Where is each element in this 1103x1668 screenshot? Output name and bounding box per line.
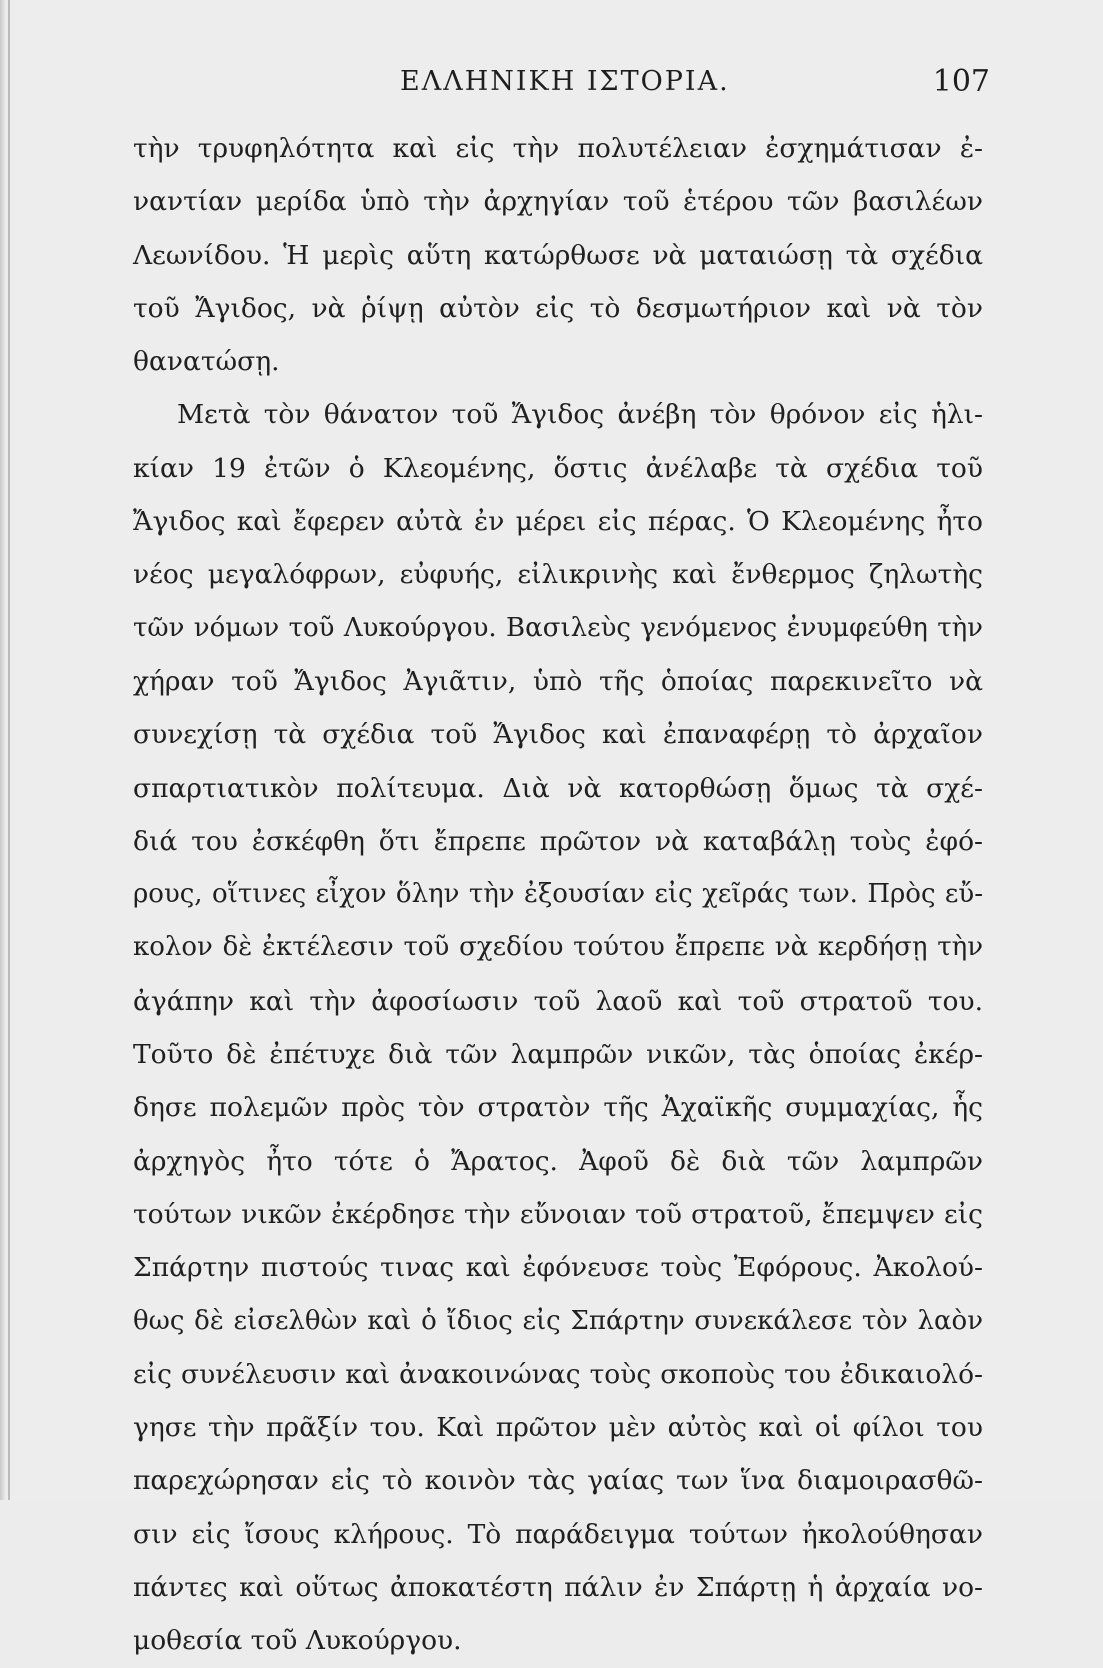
text-line-4: τοῦ Ἄγιδος, νὰ ῥίψῃ αὐτὸν εἰς τὸ δεσμωτήριον καὶ νὰ τὸν bbox=[133, 292, 983, 324]
text-line-10: τῶν νόμων τοῦ Λυκούργου. Βασιλεὺς γενόμενος ἐνυμφεύθη τὴν bbox=[133, 612, 983, 643]
text-line-26: παρεχώρησαν εἰς τὸ κοινὸν τὰς γαίας των ἵνα διαμοιρασθῶ- bbox=[133, 1465, 983, 1497]
text-line-28: πάντες καὶ οὕτως ἀποκατέστη πάλιν ἐν Σπάρτῃ ἡ ἀρχαία νο- bbox=[133, 1572, 983, 1604]
text-line-29: μοθεσία τοῦ Λυκούργου. bbox=[133, 1625, 462, 1657]
text-line-7: κίαν 19 ἐτῶν ὁ Κλεομένης, ὅστις ἀνέλαβε τὰ σχέδια τοῦ bbox=[133, 452, 983, 484]
text-line-20: ἀρχηγὸς ἦτο τότε ὁ Ἄρατος. Ἀφοῦ δὲ διὰ τῶν λαμπρῶν bbox=[133, 1145, 983, 1177]
text-line-1: τὴν τρυφηλότητα καὶ εἰς τὴν πολυτέλειαν ἐσχημάτισαν ἐ- bbox=[133, 133, 983, 164]
body-text bbox=[133, 122, 983, 1668]
text-line-27: σιν εἰς ἴσους κλήρους. Τὸ παράδειγμα τούτων ἠκολούθησαν bbox=[133, 1518, 983, 1550]
text-line-8: Ἄγιδος καὶ ἔφερεν αὐτὰ ἐν μέρει εἰς πέρας. Ὁ Κλεομένης ἦτο bbox=[133, 506, 983, 538]
binding-shadow bbox=[0, 0, 6, 1500]
running-header bbox=[130, 66, 990, 106]
running-title: ΕΛΛΗΝΙΚΗ ΙΣΤΟΡΙΑ. bbox=[400, 66, 730, 97]
text-line-15: ρους, οἵτινες εἶχον ὅλην τὴν ἐξουσίαν εἰς χεῖράς των. Πρὸς εὔ- bbox=[133, 879, 983, 910]
text-line-22: Σπάρτην πιστούς τινας καὶ ἐφόνευσε τοὺς Ἐφόρους. Ἀκολού- bbox=[133, 1252, 983, 1284]
text-line-13: σπαρτιατικὸν πολίτευμα. Διὰ νὰ κατορθώσῃ ὅμως τὰ σχέ- bbox=[133, 772, 983, 804]
page-number: 107 bbox=[932, 64, 990, 99]
text-line-17: ἀγάπην καὶ τὴν ἀφοσίωσιν τοῦ λαοῦ καὶ τοῦ στρατοῦ του. bbox=[133, 985, 983, 1017]
text-line-19: δησε πολεμῶν πρὸς τὸν στρατὸν τῆς Ἀχαϊκῆς συμμαχίας, ἧς bbox=[133, 1092, 983, 1124]
page-edge-line bbox=[8, 0, 10, 1500]
text-line-21: τούτων νικῶν ἐκέρδησε τὴν εὔνοιαν τοῦ στρατοῦ, ἔπεμψεν εἰς bbox=[133, 1198, 983, 1230]
text-line-11: χήραν τοῦ Ἄγιδος Ἀγιᾶτιν, ὑπὸ τῆς ὁποίας παρεκινεῖτο νὰ bbox=[133, 665, 983, 697]
text-line-25: γησε τὴν πρᾶξίν του. Καὶ πρῶτον μὲν αὐτὸς καὶ οἱ φίλοι του bbox=[133, 1412, 983, 1444]
text-line-6: Μετὰ τὸν θάνατον τοῦ Ἄγιδος ἀνέβη τὸν θρόνον εἰς ἡλι- bbox=[177, 399, 983, 431]
text-line-3: Λεωνίδου. Ἡ μερὶς αὕτη κατώρθωσε νὰ ματαιώσῃ τὰ σχέδια bbox=[133, 239, 983, 271]
text-line-23: θως δὲ εἰσελθὼν καὶ ὁ ἴδιος εἰς Σπάρτην συνεκάλεσε τὸν λαὸν bbox=[133, 1305, 983, 1336]
text-line-5: θανατώσῃ. bbox=[133, 346, 280, 378]
text-line-12: συνεχίσῃ τὰ σχέδια τοῦ Ἄγιδος καὶ ἐπαναφέρῃ τὸ ἀρχαῖον bbox=[133, 719, 983, 751]
text-line-18: Τοῦτο δὲ ἐπέτυχε διὰ τῶν λαμπρῶν νικῶν, τὰς ὁποίας ἐκέρ- bbox=[133, 1039, 983, 1071]
text-line-14: διά του ἐσκέφθη ὅτι ἔπρεπε πρῶτον νὰ καταβάλῃ τοὺς ἐφό- bbox=[133, 825, 983, 857]
text-line-16: κολον δὲ ἐκτέλεσιν τοῦ σχεδίου τούτου ἔπρεπε νὰ κερδήσῃ τὴν bbox=[133, 932, 983, 963]
text-line-9: νέος μεγαλόφρων, εὐφυής, εἰλικρινὴς καὶ ἔνθερμος ζηλωτὴς bbox=[133, 559, 983, 591]
text-line-24: εἰς συνέλευσιν καὶ ἀνακοινώνας τοὺς σκοποὺς του ἐδικαιολό- bbox=[133, 1358, 983, 1390]
text-line-2: ναντίαν μερίδα ὑπὸ τὴν ἀρχηγίαν τοῦ ἑτέρου τῶν βασιλέων bbox=[133, 186, 983, 218]
